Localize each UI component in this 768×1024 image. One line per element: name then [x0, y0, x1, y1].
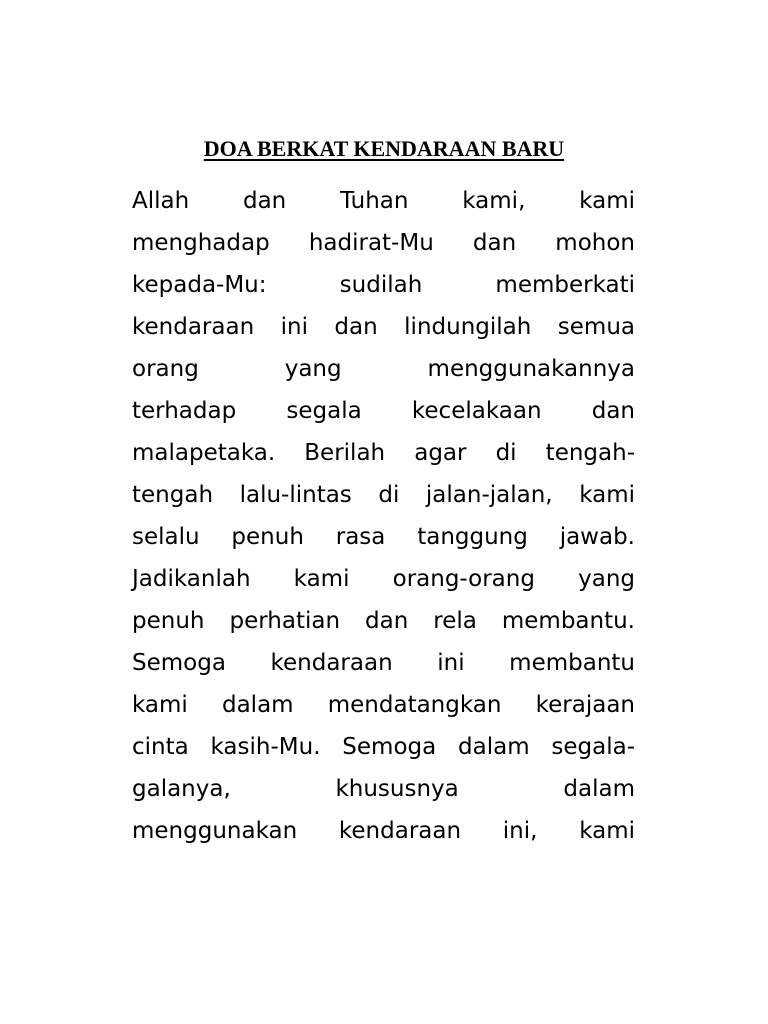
text-line: kepada-Mu: sudilah memberkati: [132, 272, 635, 298]
text-line: terhadap segala kecelakaan dan: [132, 398, 635, 424]
text-line: menggunakan kendaraan ini, kami: [132, 818, 635, 844]
text-line: orang yang menggunakannya: [132, 356, 635, 382]
text-line: tengah lalu-lintas di jalan-jalan, kami: [132, 482, 635, 508]
text-line: Jadikanlah kami orang-orang yang: [132, 566, 635, 592]
text-line: galanya, khususnya dalam: [132, 776, 635, 802]
text-line: kendaraan ini dan lindungilah semua: [132, 314, 635, 340]
prayer-text: [132, 180, 635, 852]
document-title-container: [0, 134, 768, 164]
text-line: cinta kasih-Mu. Semoga dalam segala-: [132, 734, 635, 760]
text-line: Allah dan Tuhan kami, kami: [132, 188, 635, 214]
text-line: malapetaka. Berilah agar di tengah-: [132, 440, 635, 466]
text-line: selalu penuh rasa tanggung jawab.: [132, 524, 635, 550]
text-line: menghadap hadirat-Mu dan mohon: [132, 230, 635, 256]
text-line: penuh perhatian dan rela membantu.: [132, 608, 635, 634]
text-line: Semoga kendaraan ini membantu: [132, 650, 635, 676]
text-line: kami dalam mendatangkan kerajaan: [132, 692, 635, 718]
document-title: DOA BERKAT KENDARAAN BARU: [203, 136, 565, 161]
